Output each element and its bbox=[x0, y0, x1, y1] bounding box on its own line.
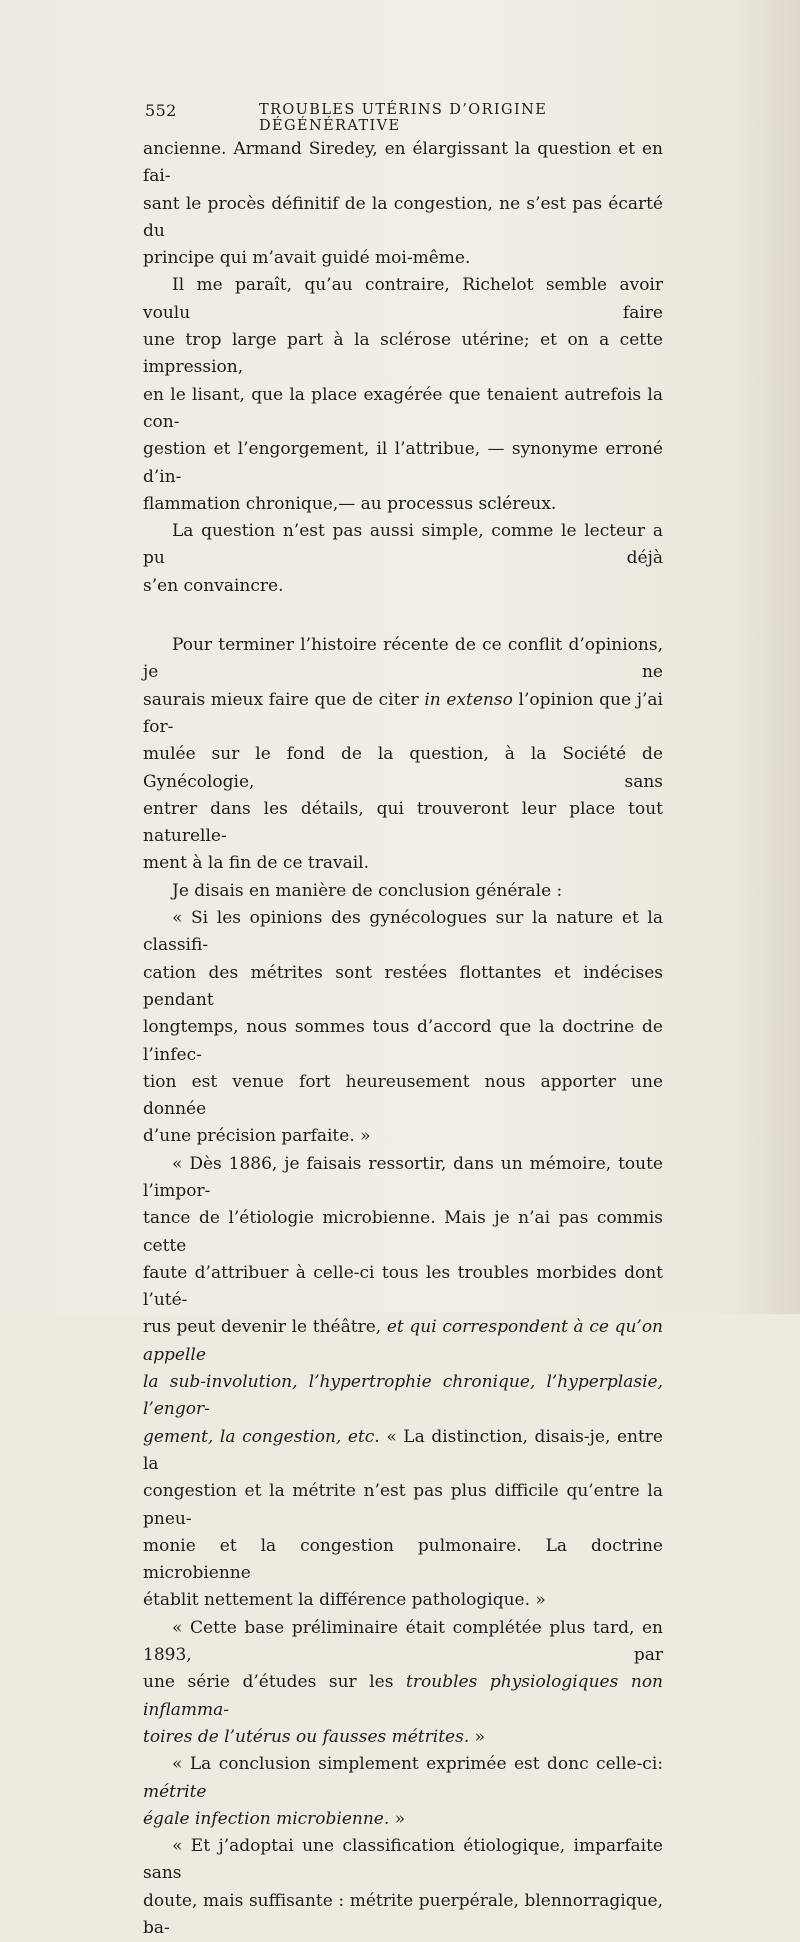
text-line: sant le procès définitif de la congestion, ne s’est pas écarté du bbox=[143, 193, 663, 241]
text-line: monie et la congestion pulmonaire. La doctrine microbienne bbox=[143, 1535, 663, 1584]
text-line: Je disais en manière de conclusion générale : bbox=[172, 880, 563, 901]
text-line: établit nettement la différence pathologique. » bbox=[143, 1590, 546, 1611]
text-line: « Et j’adoptai une classification étiologique, imparfaite sans bbox=[143, 1836, 663, 1884]
text-line: « Dès 1886, je faisais ressortir, dans un mémoire, toute l’impor- bbox=[143, 1153, 663, 1201]
text-line: « Cette base préliminaire était complétée plus tard, en 1893, par bbox=[143, 1617, 663, 1666]
text-line: s’en convaincre. bbox=[143, 575, 284, 596]
running-header bbox=[145, 101, 665, 134]
paragraph-gap bbox=[143, 600, 663, 632]
text-line: saurais mieux faire que de citer in extenso l’opinion que j’ai for- bbox=[143, 689, 663, 737]
text-line: doute, mais suffisante : métrite puerpérale, blennorragique, ba- bbox=[143, 1890, 663, 1938]
text-line: Il me paraît, qu’au contraire, Richelot semble avoir voulu faire bbox=[143, 275, 663, 323]
text-line: égale infection microbienne. » bbox=[143, 1808, 406, 1829]
text-line: « Si les opinions des gynécologues sur la nature et la classifi- bbox=[143, 908, 663, 956]
text-line: La question n’est pas aussi simple, comme le lecteur a pu déjà bbox=[143, 521, 663, 569]
text-line: tion est venue fort heureusement nous apporter une donnée bbox=[143, 1071, 663, 1120]
text-line: congestion et la métrite n’est pas plus difficile qu’entre la pneu- bbox=[143, 1481, 663, 1529]
text-line: cation des métrites sont restées flottantes et indécises pendant bbox=[143, 962, 663, 1010]
text-line: gestion et l’engorgement, il l’attribue, — synonyme erroné d’in- bbox=[143, 439, 663, 487]
text-line: mulée sur le fond de la question, à la Société de Gynécologie, sans bbox=[143, 744, 663, 792]
text-line: tance de l’étiologie microbienne. Mais je n’ai pas commis cette bbox=[143, 1208, 663, 1256]
text-line: faute d’attribuer à celle-ci tous les troubles morbides dont l’uté- bbox=[143, 1262, 663, 1311]
text-line: une trop large part à la sclérose utérine; et on a cette impression, bbox=[143, 330, 663, 378]
text-line: flammation chronique,— au processus scléreux. bbox=[143, 493, 557, 514]
text-line: entrer dans les détails, qui trouveront leur place tout naturelle- bbox=[143, 798, 663, 847]
body-text bbox=[143, 136, 663, 1942]
text-line: la sub-involution, l’hypertrophie chronique, l’hyperplasie, l’engor- bbox=[143, 1372, 663, 1420]
text-line: Pour terminer l’histoire récente de ce conflit d’opinions, je ne bbox=[143, 635, 663, 683]
text-line: ancienne. Armand Siredey, en élargissant la question et en fai- bbox=[143, 139, 663, 187]
text-line: longtemps, nous sommes tous d’accord que la doctrine de l’infec- bbox=[143, 1017, 663, 1065]
text-line: ment à la fin de ce travail. bbox=[143, 853, 370, 874]
running-title: TROUBLES UTÉRINS D’ORIGINE DÉGÉNÉRATIVE bbox=[259, 102, 548, 134]
text-line: en le lisant, que la place exagérée que tenaient autrefois la con- bbox=[143, 384, 663, 432]
text-line: gement, la congestion, etc. « La distinction, disais-je, entre la bbox=[143, 1426, 663, 1474]
text-line: principe qui m’avait guidé moi-même. bbox=[143, 248, 471, 269]
text-line: rus peut devenir le théâtre, et qui correspondent à ce qu’on appelle bbox=[143, 1317, 664, 1365]
page-number: 552 bbox=[145, 101, 177, 120]
text-line: toires de l’utérus ou fausses métrites. » bbox=[143, 1726, 486, 1747]
text-line: d’une précision parfaite. » bbox=[143, 1126, 371, 1147]
text-line: une série d’études sur les troubles physiologiques non inflamma- bbox=[143, 1672, 664, 1720]
text-line: « La conclusion simplement exprimée est donc celle-ci: métrite bbox=[143, 1754, 663, 1802]
